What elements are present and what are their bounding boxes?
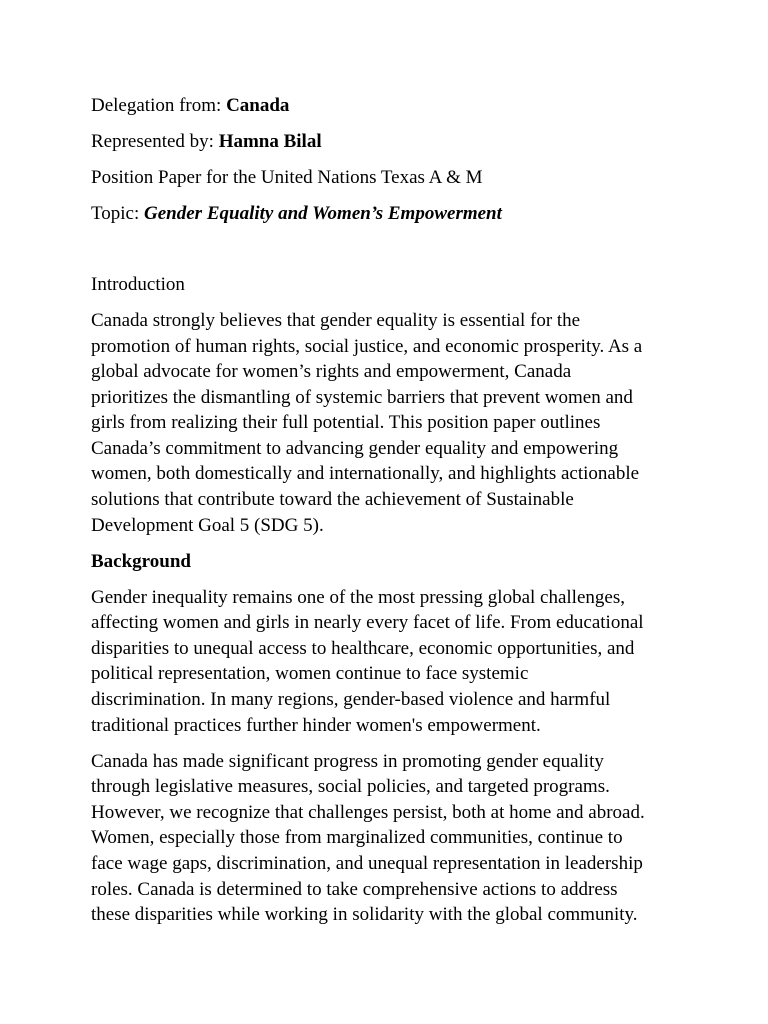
spacer	[91, 237, 691, 272]
represented-label: Represented by:	[91, 130, 219, 152]
text-line: Women, especially those from marginalized communities, continue to	[91, 827, 623, 849]
text-line: face wage gaps, discrimination, and unequal representation in leadership	[91, 852, 643, 874]
text-line: However, we recognize that challenges persist, both at home and abroad.	[91, 801, 645, 823]
topic-value: Gender Equality and Women’s Empowerment	[144, 202, 502, 224]
topic-line	[91, 201, 691, 227]
text-line: roles. Canada is determined to take comprehensive actions to address	[91, 878, 618, 900]
text-line: women, both domestically and internationally, and highlights actionable	[91, 463, 640, 485]
background-paragraph-2	[91, 749, 691, 928]
text-line: Gender inequality remains one of the most pressing global challenges,	[91, 586, 625, 608]
text-line: Development Goal 5 (SDG 5).	[91, 514, 324, 536]
text-line: Canada strongly believes that gender equality is essential for the	[91, 309, 581, 331]
background-heading	[91, 549, 691, 575]
text-line: promotion of human rights, social justice, and economic prosperity. As a	[91, 335, 643, 357]
paper-line: Position Paper for the United Nations Texas A & M	[91, 166, 483, 188]
text-line: disparities to unequal access to healthcare, economic opportunities, and	[91, 637, 635, 659]
text-line: traditional practices further hinder women's empowerment.	[91, 714, 541, 736]
introduction-heading: Introduction	[91, 273, 185, 295]
text-line: prioritizes the dismantling of systemic barriers that prevent women and	[91, 386, 633, 408]
document-page	[91, 93, 691, 938]
background-paragraph-1	[91, 585, 691, 739]
text-line: these disparities while working in solidarity with the global community.	[91, 904, 638, 926]
background-heading-text: Background	[91, 550, 191, 572]
delegation-value: Canada	[226, 95, 290, 116]
represented-line	[91, 129, 691, 155]
text-line: Canada has made significant progress in promoting gender equality	[91, 750, 604, 772]
introduction-paragraph	[91, 308, 691, 538]
text-line: affecting women and girls in nearly every facet of life. From educational	[91, 612, 644, 634]
text-line: Canada’s commitment to advancing gender equality and empowering	[91, 437, 619, 459]
text-line: girls from realizing their full potential. This position paper outlines	[91, 412, 601, 434]
topic-label: Topic:	[91, 202, 145, 224]
text-line: solutions that contribute toward the achievement of Sustainable	[91, 489, 574, 511]
delegation-label: Delegation from:	[91, 95, 227, 116]
text-line: political representation, women continue to face systemic	[91, 663, 529, 685]
represented-value: Hamna Bilal	[218, 130, 322, 152]
text-line: through legislative measures, social policies, and targeted programs.	[91, 776, 610, 798]
delegation-line	[91, 93, 691, 119]
text-line: discrimination. In many regions, gender-based violence and harmful	[91, 689, 611, 711]
text-line: global advocate for women’s rights and empowerment, Canada	[91, 361, 572, 383]
